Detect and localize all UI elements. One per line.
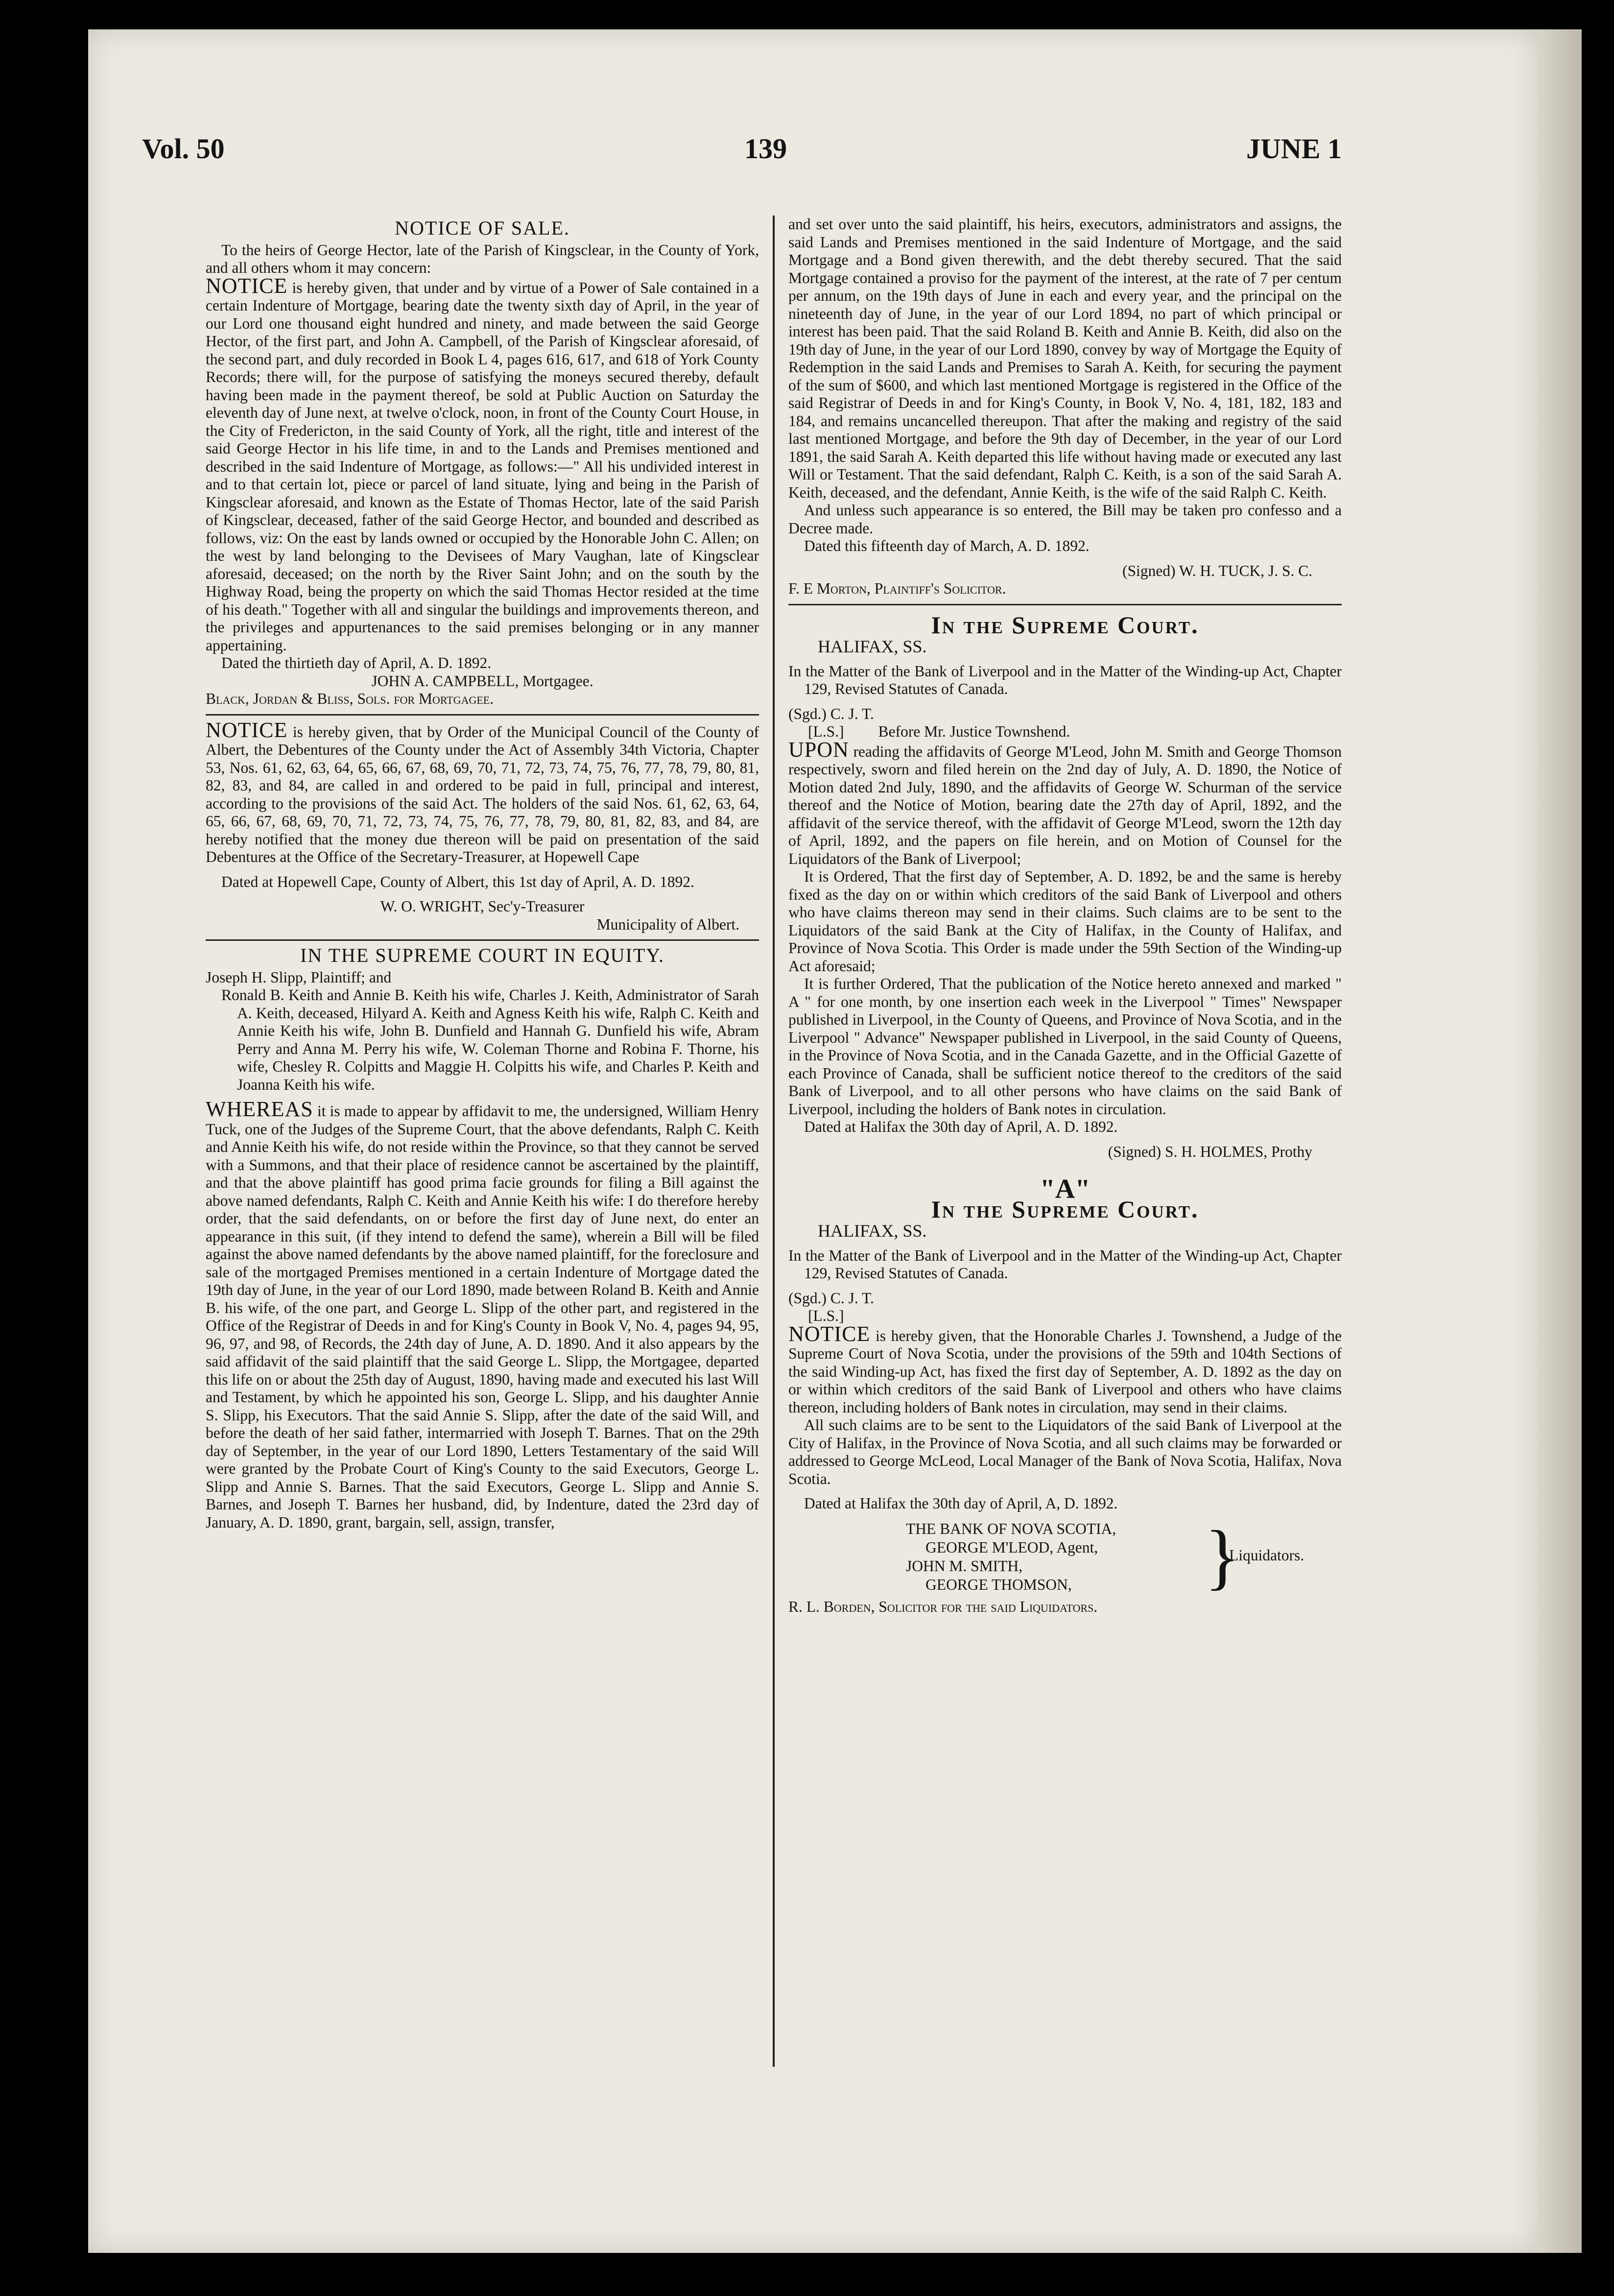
- equity-continuation: [788, 215, 1342, 598]
- liquidator-name: THE BANK OF NOVA SCOTIA,: [906, 1520, 1116, 1537]
- notice-of-sale-title: NOTICE OF SALE.: [395, 217, 570, 239]
- liquidator-names: [906, 1520, 1116, 1594]
- equity-notice: [206, 944, 760, 1531]
- liquidators-block: [906, 1515, 1342, 1598]
- court-title: In the Supreme Court.: [931, 611, 1199, 639]
- dated-line: Dated at Halifax the 30th day of April, A, D. 1892.: [804, 1495, 1118, 1512]
- dated-line: Dated at Hopewell Cape, County of Albert, this 1st day of April, A. D. 1892.: [221, 873, 694, 890]
- seal-mark: [L.S.]: [808, 723, 844, 740]
- brace-mark: }: [1205, 1515, 1240, 1597]
- equity-body: it is made to appear by affidavit to me, the undersigned, William Henry Tuck, one of the Judges of the Supreme Court, that the above defendants, Ralph C. Keith and Annie Keith his wife, do not reside within the Province, so that they cannot be served with a Summons, and that their place of residence cannot be ascertained by the plaintiff, and that the above plaintiff has good prima facie grounds for filing a Bill against the above named defendants, Ralph C. Keith and Annie Keith his wife: I do therefore hereby order, that the said defendants, on or before the first day of June next, do enter an appearance in this suit, (if they intend to defend the same), wherein a Bill will be filed against the above named defendants by the above named plaintiff, for the foreclosure and sale of the mortgaged Premises mentioned in a certain Indenture of Mortgage dated the 19th day of June, in the year of our Lord 1890, made between Roland B. Keith and Annie B. his wife, of the one part, and George L. Slipp of the other part, and registered in the Office of the Registrar of Deeds in and for King's County in Book V, No. 4, pages 94, 95, 96, 97, and 98, of Records, the 24th day of June, A. D. 1890. And it also appears by the said affidavit of the said plaintiff that the said George L. Slipp, the Mortgagee, departed this life on or about the 25th day of August, 1890, having made and executed his last Will and Testament, by which he appointed his son, George L. Slipp, and his daughter Annie S. Slipp, his Executors. That the said Annie S. Slipp, after the date of the said Will, and before the death of her said father, intermarried with Joseph T. Barnes. That on the 29th day of September, in the year of our Lord 1890, Letters Testamentary of the said Will were granted by the Probate Court of King's County to the said Executors, George L. Slipp and Annie S. Barnes. That the said Executors, George L. Slipp and Annie S. Barnes, and Joseph T. Barnes her husband, did, by Indenture, dated the 23rd day of January, A. D. 1890, grant, bargain, sell, assign, transfer,: [206, 1102, 760, 1531]
- dated-line: Dated the thirtieth day of April, A. D. 1892.: [221, 654, 492, 671]
- notice-of-sale: [206, 219, 759, 708]
- order-body: reading the affidavits of George M'Leod, John M. Smith and George Thomson respectively, sworn and filed herein on the 2nd day of July, A. D. 1890, the Notice of Motion dated 2nd July, 1890, and the affidavits of George W. Schurman of the service thereof and the Notice of Motion, bearing date the 27th day of April, 1892, and the affidavit of the service thereof, with the affidavit of George M'Leod, sworn the 12th day of April, 1892, and the papers on file herein, and on Motion of Counsel for the Liquidators of the Bank of Liverpool;: [788, 742, 1342, 867]
- issue-date: JUNE 1: [1246, 133, 1342, 165]
- notice-a: [788, 1174, 1342, 1616]
- liquidators-label: Liquidators.: [1229, 1546, 1305, 1564]
- claims-paragraph: All such claims are to be sent to the Liquidators of the said Bank of Liverpool at the City of Halifax, in the Province of Nova Scotia, and all such claims may be forwarded or addressed to George McLeod, Local Manager of the Bank of Nova Scotia, Halifax, Nova Scotia.: [788, 1416, 1342, 1487]
- supreme-court-order: [788, 611, 1342, 1161]
- court-place: HALIFAX, SS.: [818, 637, 927, 656]
- page-spine: [1538, 29, 1582, 2253]
- matter-line: In the Matter of the Bank of Liverpool and in the Matter of the Winding-up Act, Chapter 129, Revised Statutes of Canada.: [788, 1246, 1342, 1282]
- liquidator-name: JOHN M. SMITH,: [906, 1557, 1023, 1575]
- lead-word: NOTICE: [788, 1321, 871, 1346]
- solicitor-line: R. L. Borden, Solicitor for the said Liquidators.: [788, 1598, 1098, 1615]
- dated-line: Dated at Halifax the 30th day of April, A. D. 1892.: [804, 1118, 1118, 1135]
- equity-title: IN THE SUPREME COURT IN EQUITY.: [300, 944, 665, 966]
- solicitors-line: Black, Jordan & Bliss, Sols. for Mortgagee.: [206, 690, 494, 707]
- section-rule: [206, 714, 759, 716]
- signature: JOHN A. CAMPBELL, Mortgagee.: [371, 672, 593, 690]
- ordered-paragraph-2: It is further Ordered, That the publication of the Notice hereto annexed and marked " A " for one month, by one insertion each week in the Liverpool " Times" Newspaper published in Liverpool, in the County of Queens, and Province of Nova Scotia, and in the Liverpool " Advance" Newspaper published in Liverpool, in the said County of Queens, in the Province of Nova Scotia, and in the Canada Gazette, and in the Official Gazette of each Province of Canada, shall be sufficient notice thereof to the creditors of the said Bank of Liverpool, and to all other persons who have claims on the said Bank of Liverpool, including the holders of Bank notes in circulation.: [788, 975, 1342, 1118]
- notice-body: is hereby given, that by Order of the Municipal Council of the County of Albert, the Debentures of the County under the Act of Assembly 34th Victoria, Chapter 53, Nos. 61, 62, 63, 64, 65, 66, 67, 68, 69, 70, 71, 72, 73, 74, 75, 76, 77, 78, 79, 80, 81, 82, 83, and 84, are called in and ordered to be paid in full, principal and interest, according to the provisions of the said Act. The holders of the said Nos. 61, 62, 63, 64, 65, 66, 67, 68, 69, 70, 71, 72, 73, 74, 75, 76, 77, 78, 79, 80, 81, 82, 83, and 84, are hereby notified that the money due thereon will be paid on presentation of the said Debentures at the Office of the Secretary-Treasurer, at Hopewell Cape: [206, 723, 759, 865]
- lead-word: NOTICE: [206, 718, 288, 742]
- page-number: 139: [744, 133, 787, 165]
- page-header: [142, 122, 1342, 176]
- signature-office: Municipality of Albert.: [596, 915, 739, 933]
- section-rule: [788, 604, 1342, 605]
- left-column: [206, 215, 759, 1531]
- signature: W. O. WRIGHT, Sec'y-Treasurer: [380, 898, 585, 915]
- column-divider: [773, 215, 775, 2067]
- notice-body: is hereby given, that the Honorable Charles J. Townshend, a Judge of the Supreme Court of Nova Scotia, under the provisions of the 59th and 104th Sections of the said Winding-up Act, has fixed the first day of September, A. D. 1892 as the day on or within which creditors of the said Bank of Liverpool and others who have claims thereon, including holders of Bank notes in circulation, may send in their claims.: [788, 1327, 1342, 1416]
- addressee: To the heirs of George Hector, late of the Parish of Kingsclear, in the County of York, and all others whom it may concern:: [206, 241, 759, 276]
- sgd-line: (Sgd.) C. J. T.: [788, 705, 874, 722]
- volume-label: Vol. 50: [142, 133, 225, 165]
- dated-line: Dated this fifteenth day of March, A. D. 1892.: [804, 537, 1090, 554]
- notice-body: is hereby given, that under and by virtue of a Power of Sale contained in a certain Indenture of Mortgage, bearing date the twenty sixth day of April, in the year of our Lord one thousand eight hundred and ninety, and made between the said George Hector, of the first part, and John A. Campbell, of the Parish of Kingsclear aforesaid, of the second part, and duly recorded in Book L 4, pages 616, 617, and 618 of York County Records; there will, for the purpose of satisfying the moneys secured thereby, default having been made in the payment thereof, be sold at Public Auction on Saturday the eleventh day of June next, at twelve o'clock, noon, in front of the County Court House, in the City of Fredericton, in the said County of York, all the right, title and interest of the said George Hector in his life time, in and to the Lands and Premises mentioned and described in the said Indenture of Mortgage, as follows:—" All his undivided interest in and to that certain lot, piece or parcel of land situate, lying and being in the Parish of Kingsclear aforesaid, and known as the Estate of Thomas Hector, late of the said Parish of Kingsclear, deceased, father of the said George Hector, and bounded and described as follows, viz: On the east by lands owned or occupied by the Honorable John C. Allen; on the west by land belonging to the Devisees of Mary Vaughan, late of Kingsclear aforesaid, deceased; on the north by the River Saint John; and on the south by the Highway Road, being the property on which the said Thomas Hector resided at the time of his death." Together with all and singular the buildings and improvements thereon, and the privileges and appurtenances to the said premises belonging or in any manner appertaining.: [206, 279, 760, 654]
- liquidator-name: GEORGE M'LEOD, Agent,: [926, 1538, 1098, 1556]
- plaintiff-line: Joseph H. Slipp, Plaintiff; and: [206, 968, 392, 986]
- notice-a-mark: "A": [1040, 1174, 1091, 1204]
- lead-word: NOTICE: [206, 273, 288, 298]
- sgd-line: (Sgd.) C. J. T.: [788, 1289, 874, 1307]
- right-column: [788, 215, 1342, 1616]
- seal-mark: [L.S.]: [808, 1307, 844, 1324]
- unless-clause: And unless such appearance is so entered, the Bill may be taken pro confesso and a Decree made.: [788, 502, 1342, 537]
- lead-word: WHEREAS: [206, 1097, 313, 1121]
- court-title: In the Supreme Court.: [931, 1195, 1199, 1223]
- ordered-paragraph-1: It is Ordered, That the first day of September, A. D. 1892, be and the same is hereby fixed as the day on or within which creditors of the said Bank of Liverpool and others who have claims thereon may send in their claims. Such claims are to be sent to the Liquidators of the said Bank at the City of Halifax, in the County of Halifax, and Province of Nova Scotia. This Order is made under the 59th Section of the Winding-up Act aforesaid;: [788, 868, 1342, 975]
- liquidator-name: GEORGE THOMSON,: [926, 1576, 1072, 1593]
- before-line: Before Mr. Justice Townshend.: [878, 723, 1070, 740]
- signature: (Signed) S. H. HOLMES, Prothy: [1108, 1143, 1312, 1160]
- equity-body-continued: and set over unto the said plaintiff, his heirs, executors, administrators and assigns, the said Lands and Premises mentioned in the said Indenture of Mortgage, and the said Mortgage and a Bond given therewith, and the debt thereby secured. That the said Mortgage contained a proviso for the payment of the interest, at the rate of 7 per centum per annum, on the 19th days of June in each and every year, and the principal on the nineteenth day of June, in the year of our Lord 1894, no part of which principal or interest has been paid. That the said Roland B. Keith and Annie B. Keith, did also on the 19th day of June, in the year of our Lord 1890, convey by way of Mortgage the Equity of Redemption in the said Lands and Premises to Sarah A. Keith, for securing the payment of the sum of $600, and which last mentioned Mortgage is registered in the Office of the said Registrar of Deeds in and for King's County, in Book V, No. 4, 181, 182, 183 and 184, and remains uncancelled thereupon. That after the making and registry of the said last mentioned Mortgage, and before the 9th day of December, in the year of our Lord 1891, the said Sarah A. Keith departed this life without having made or executed any last Will or Testament. That the said defendant, Ralph C. Keith, is a son of the said Sarah A. Keith, deceased, and the defendant, Annie Keith, is the wife of the said Ralph C. Keith.: [788, 215, 1342, 501]
- section-rule: [206, 939, 759, 941]
- albert-notice: [206, 718, 759, 934]
- solicitor-line: F. E Morton, Plaintiff's Solicitor.: [788, 580, 1006, 597]
- matter-line: In the Matter of the Bank of Liverpool and in the Matter of the Winding-up Act, Chapter 129, Revised Statutes of Canada.: [788, 662, 1342, 697]
- signature: (Signed) W. H. TUCK, J. S. C.: [1122, 562, 1312, 579]
- lead-word: UPON: [788, 737, 849, 762]
- court-place: HALIFAX, SS.: [818, 1221, 927, 1241]
- defendants-list: Ronald B. Keith and Annie B. Keith his wife, Charles J. Keith, Administrator of Sarah A. Keith, deceased, Hilyard A. Keith and Agness Keith his wife, Ralph C. Keith and Annie Keith his wife, John B. Dunfield and Hannah G. Dunfield his wife, Abram Perry and Anna M. Perry his wife, W. Coleman Thorne and Robina F. Thorne, his wife, Chesley R. Colpitts and Maggie H. Colpitts his wife, and Charles P. Keith and Joanna Keith his wife.: [221, 986, 759, 1093]
